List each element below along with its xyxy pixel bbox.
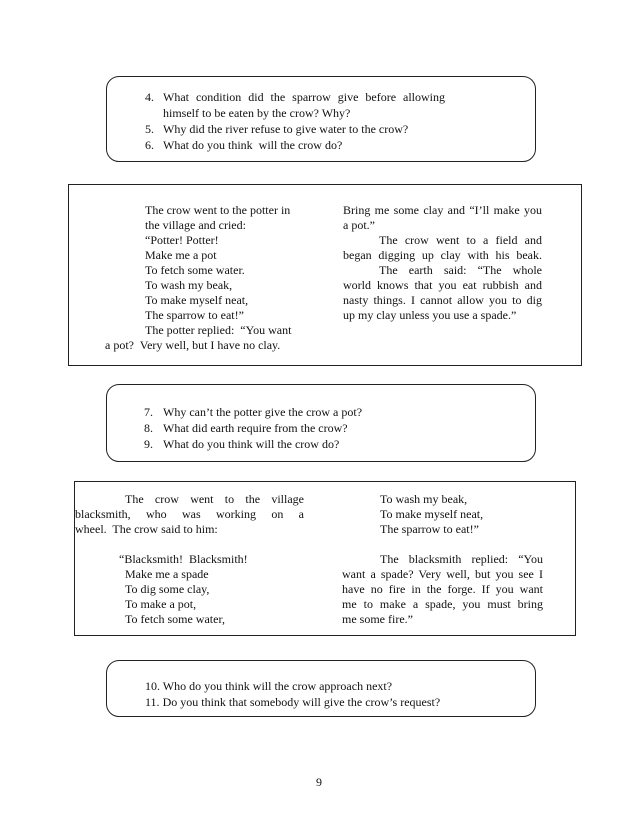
question-10: 10. Who do you think will the crow approach next? — [145, 679, 393, 693]
question-box-b — [106, 384, 536, 462]
question-4-line-2: himself to be eaten by the crow? Why? — [163, 106, 351, 120]
question-4: 4. What condition did the sparrow give before allowing himself to be eaten by the crow? Why? — [145, 90, 445, 120]
question-box-c — [106, 660, 536, 717]
story-a-left-column: The crow went to the potter in the village and cried: “Potter! Potter! Make me a pot To fetch some water. To wash my beak, To make myself neat, The sparrow to eat!” The potter replied: “You want a pot? Very well, but I have no clay. — [105, 203, 292, 352]
question-7: 7. Why can’t the potter give the crow a pot? — [144, 405, 363, 419]
question-list-a — [145, 89, 445, 153]
question-9: 9. What do you think will the crow do? — [144, 437, 340, 451]
question-5: 5. Why did the river refuse to give water to the crow? — [145, 122, 409, 136]
question-8: 8. What did earth require from the crow? — [144, 421, 348, 435]
story-a-right-column: Bring me some clay and “I’ll make you a pot.” The crow went to a field and began digging up clay with his beak. The earth said: “The whole world knows that you eat rubbish and nasty things. I cannot allow you to dig up my clay unless you use a spade.” — [343, 203, 542, 322]
question-list-c — [145, 678, 440, 710]
question-list-b — [145, 404, 362, 452]
page-number: 9 — [316, 775, 322, 789]
question-box-a — [106, 76, 536, 162]
story-box-a — [68, 184, 582, 366]
question-4-line-1: What condition did the sparrow give before allowing — [163, 90, 445, 104]
story-b-right-column: To wash my beak, To make myself neat, The sparrow to eat!” The blacksmith replied: “You want a spade? Very well, but you see I have no fire in the forge. If you want me to make a spade, you must bring me some fire.” — [342, 492, 543, 626]
question-11: 11. Do you think that somebody will give the crow’s request? — [145, 695, 441, 709]
story-b-left-column: The crow went to the village blacksmith, who was working on a wheel. The crow said to him: “Blacksmith! Blacksmith! Make me a spade To dig some clay, To make a pot, To fetch some water, — [75, 492, 304, 626]
story-box-b — [74, 481, 576, 636]
question-6: 6. What do you think will the crow do? — [145, 138, 343, 152]
